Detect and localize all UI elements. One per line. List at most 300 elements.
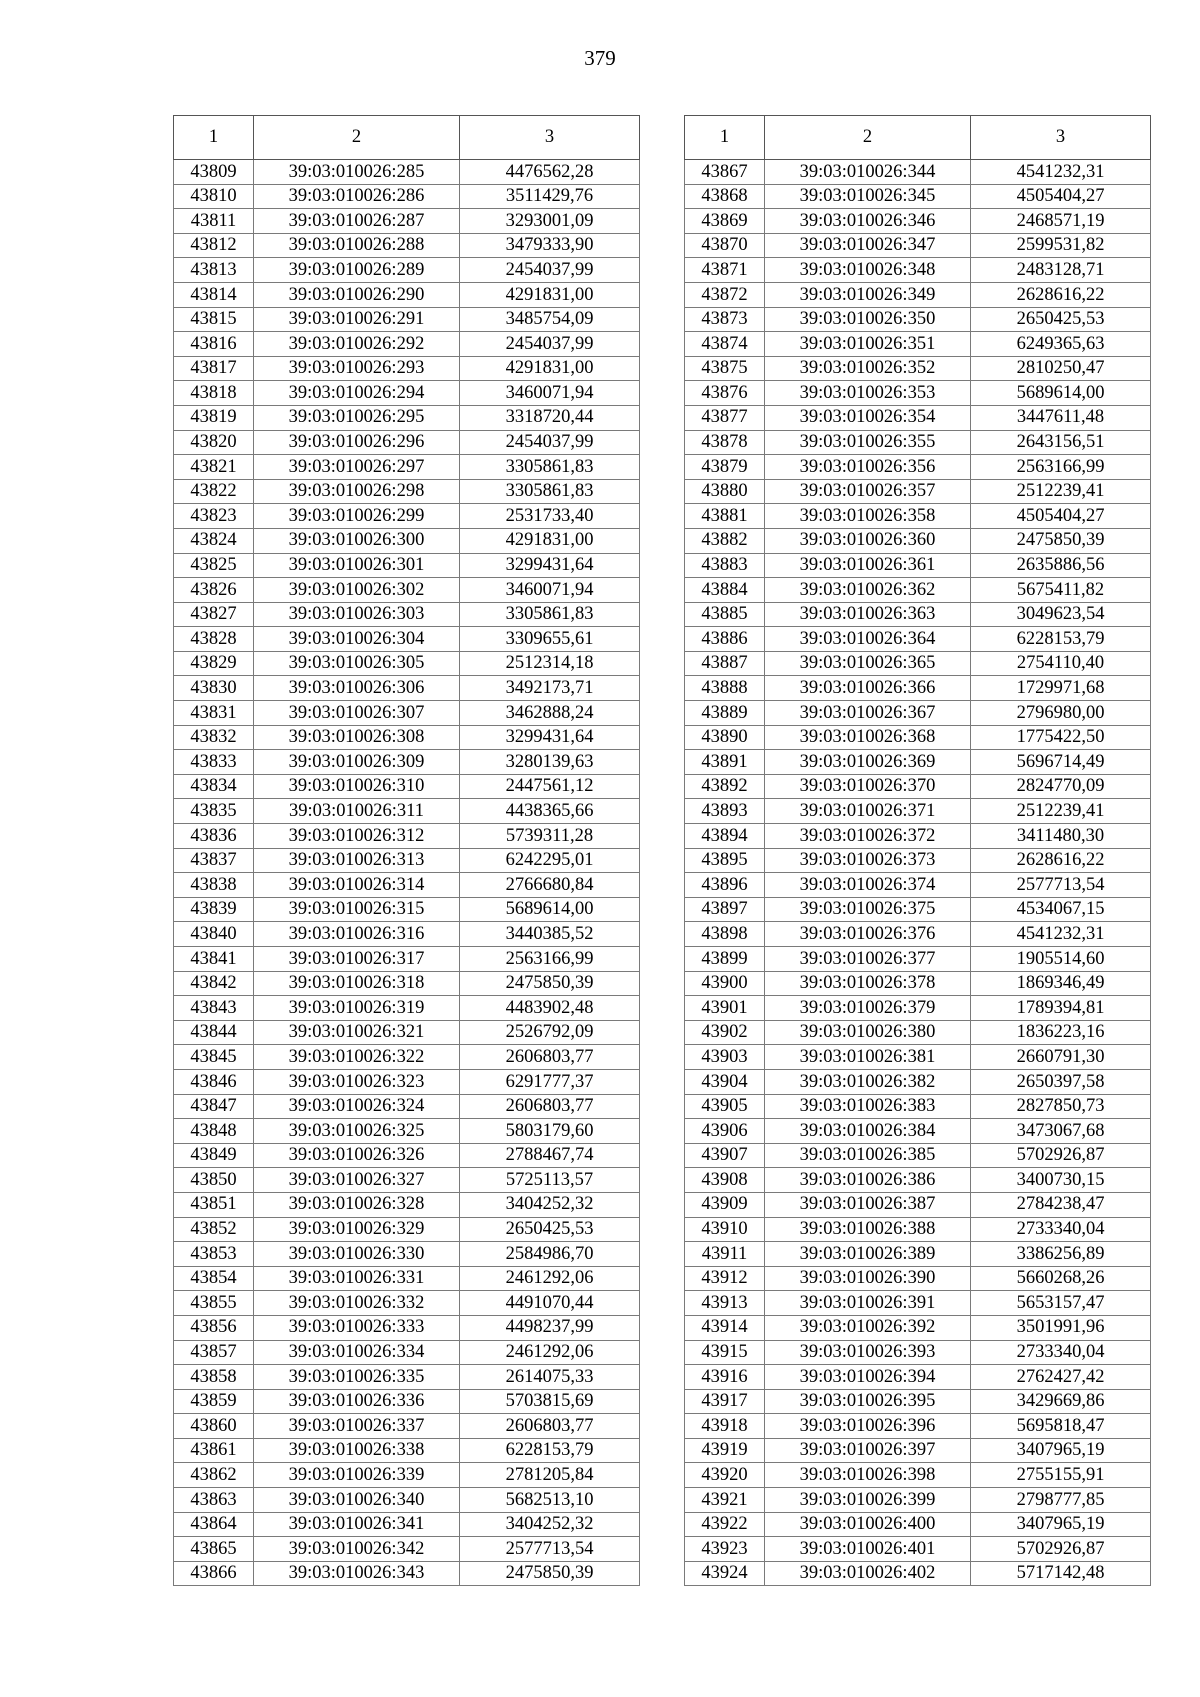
table-row	[685, 1069, 1151, 1094]
row-number-cell: 43896	[685, 873, 765, 898]
table-row	[174, 1340, 640, 1365]
value-cell: 5702926,87	[971, 1537, 1151, 1562]
row-number-cell: 43825	[174, 553, 254, 578]
table-row	[174, 627, 640, 652]
row-number-cell: 43810	[174, 184, 254, 209]
row-number-cell: 43906	[685, 1119, 765, 1144]
value-cell: 3473067,68	[971, 1119, 1151, 1144]
row-number-cell: 43865	[174, 1537, 254, 1562]
row-number-cell: 43871	[685, 258, 765, 283]
table-row	[174, 307, 640, 332]
cadastral-number-cell: 39:03:010026:313	[254, 848, 460, 873]
table-row	[174, 332, 640, 357]
value-cell: 1869346,49	[971, 971, 1151, 996]
row-number-cell: 43921	[685, 1488, 765, 1513]
row-number-cell: 43823	[174, 504, 254, 529]
row-number-cell: 43905	[685, 1094, 765, 1119]
table-row	[685, 282, 1151, 307]
row-number-cell: 43859	[174, 1389, 254, 1414]
value-cell: 5682513,10	[460, 1488, 640, 1513]
row-number-cell: 43835	[174, 799, 254, 824]
header-row	[174, 116, 640, 160]
table-row	[685, 381, 1151, 406]
cadastral-number-cell: 39:03:010026:361	[765, 553, 971, 578]
value-cell: 3460071,94	[460, 381, 640, 406]
table-row	[174, 1242, 640, 1267]
table-row	[174, 1463, 640, 1488]
row-number-cell: 43828	[174, 627, 254, 652]
cadastral-number-cell: 39:03:010026:374	[765, 873, 971, 898]
value-cell: 2475850,39	[971, 528, 1151, 553]
cadastral-number-cell: 39:03:010026:381	[765, 1045, 971, 1070]
row-number-cell: 43852	[174, 1217, 254, 1242]
row-number-cell: 43854	[174, 1266, 254, 1291]
cadastral-number-cell: 39:03:010026:305	[254, 651, 460, 676]
table-row	[174, 356, 640, 381]
table-row	[174, 873, 640, 898]
data-table-left	[173, 115, 640, 1586]
table-row	[685, 897, 1151, 922]
value-cell: 6228153,79	[460, 1438, 640, 1463]
cadastral-number-cell: 39:03:010026:365	[765, 651, 971, 676]
cadastral-number-cell: 39:03:010026:304	[254, 627, 460, 652]
value-cell: 5803179,60	[460, 1119, 640, 1144]
value-cell: 2784238,47	[971, 1192, 1151, 1217]
value-cell: 2483128,71	[971, 258, 1151, 283]
row-number-cell: 43853	[174, 1242, 254, 1267]
value-cell: 2810250,47	[971, 356, 1151, 381]
value-cell: 2461292,06	[460, 1340, 640, 1365]
row-number-cell: 43827	[174, 602, 254, 627]
value-cell: 5739311,28	[460, 824, 640, 849]
row-number-cell: 43818	[174, 381, 254, 406]
cadastral-number-cell: 39:03:010026:325	[254, 1119, 460, 1144]
row-number-cell: 43879	[685, 455, 765, 480]
table-row	[685, 184, 1151, 209]
cadastral-number-cell: 39:03:010026:299	[254, 504, 460, 529]
table-row	[685, 750, 1151, 775]
table-row	[174, 947, 640, 972]
value-cell: 3479333,90	[460, 233, 640, 258]
row-number-cell: 43866	[174, 1561, 254, 1586]
table-row	[174, 1512, 640, 1537]
cadastral-number-cell: 39:03:010026:306	[254, 676, 460, 701]
cadastral-number-cell: 39:03:010026:354	[765, 405, 971, 430]
table-row	[685, 971, 1151, 996]
row-number-cell: 43863	[174, 1488, 254, 1513]
row-number-cell: 43898	[685, 922, 765, 947]
value-cell: 2827850,73	[971, 1094, 1151, 1119]
table-row	[685, 701, 1151, 726]
cadastral-number-cell: 39:03:010026:329	[254, 1217, 460, 1242]
column-header-3: 3	[460, 116, 640, 160]
table-row	[685, 356, 1151, 381]
value-cell: 6249365,63	[971, 332, 1151, 357]
table-row	[685, 1119, 1151, 1144]
cadastral-number-cell: 39:03:010026:296	[254, 430, 460, 455]
cadastral-number-cell: 39:03:010026:401	[765, 1537, 971, 1562]
table-row	[174, 405, 640, 430]
column-header-3: 3	[971, 116, 1151, 160]
cadastral-number-cell: 39:03:010026:352	[765, 356, 971, 381]
value-cell: 2461292,06	[460, 1266, 640, 1291]
row-number-cell: 43824	[174, 528, 254, 553]
table-row	[685, 1537, 1151, 1562]
row-number-cell: 43848	[174, 1119, 254, 1144]
cadastral-number-cell: 39:03:010026:357	[765, 479, 971, 504]
row-number-cell: 43922	[685, 1512, 765, 1537]
value-cell: 3440385,52	[460, 922, 640, 947]
table-row	[685, 1094, 1151, 1119]
row-number-cell: 43907	[685, 1143, 765, 1168]
table-row	[174, 209, 640, 234]
cadastral-number-cell: 39:03:010026:337	[254, 1414, 460, 1439]
cadastral-number-cell: 39:03:010026:362	[765, 578, 971, 603]
value-cell: 2606803,77	[460, 1094, 640, 1119]
row-number-cell: 43878	[685, 430, 765, 455]
table-row	[685, 578, 1151, 603]
value-cell: 6242295,01	[460, 848, 640, 873]
cadastral-number-cell: 39:03:010026:339	[254, 1463, 460, 1488]
cadastral-number-cell: 39:03:010026:351	[765, 332, 971, 357]
row-number-cell: 43867	[685, 160, 765, 185]
cadastral-number-cell: 39:03:010026:316	[254, 922, 460, 947]
row-number-cell: 43913	[685, 1291, 765, 1316]
table-row	[174, 799, 640, 824]
table-row	[685, 553, 1151, 578]
row-number-cell: 43815	[174, 307, 254, 332]
cadastral-number-cell: 39:03:010026:349	[765, 282, 971, 307]
cadastral-number-cell: 39:03:010026:342	[254, 1537, 460, 1562]
cadastral-number-cell: 39:03:010026:373	[765, 848, 971, 873]
cadastral-number-cell: 39:03:010026:379	[765, 996, 971, 1021]
value-cell: 5689614,00	[460, 897, 640, 922]
value-cell: 3407965,19	[971, 1512, 1151, 1537]
table-row	[174, 1094, 640, 1119]
value-cell: 3280139,63	[460, 750, 640, 775]
row-number-cell: 43843	[174, 996, 254, 1021]
cadastral-number-cell: 39:03:010026:327	[254, 1168, 460, 1193]
cadastral-number-cell: 39:03:010026:303	[254, 602, 460, 627]
table-row	[174, 651, 640, 676]
cadastral-number-cell: 39:03:010026:291	[254, 307, 460, 332]
table-row	[685, 774, 1151, 799]
table-row	[685, 479, 1151, 504]
row-number-cell: 43880	[685, 479, 765, 504]
cadastral-number-cell: 39:03:010026:389	[765, 1242, 971, 1267]
row-number-cell: 43842	[174, 971, 254, 996]
cadastral-number-cell: 39:03:010026:331	[254, 1266, 460, 1291]
cadastral-number-cell: 39:03:010026:375	[765, 897, 971, 922]
table-row	[174, 1389, 640, 1414]
value-cell: 2584986,70	[460, 1242, 640, 1267]
value-cell: 3511429,76	[460, 184, 640, 209]
table-row	[685, 725, 1151, 750]
value-cell: 3462888,24	[460, 701, 640, 726]
table-row	[174, 676, 640, 701]
value-cell: 2650425,53	[971, 307, 1151, 332]
cadastral-number-cell: 39:03:010026:294	[254, 381, 460, 406]
row-number-cell: 43862	[174, 1463, 254, 1488]
row-number-cell: 43845	[174, 1045, 254, 1070]
row-number-cell: 43847	[174, 1094, 254, 1119]
value-cell: 2796980,00	[971, 701, 1151, 726]
table-row	[685, 1192, 1151, 1217]
cadastral-number-cell: 39:03:010026:353	[765, 381, 971, 406]
row-number-cell: 43873	[685, 307, 765, 332]
table-row	[685, 1389, 1151, 1414]
cadastral-number-cell: 39:03:010026:399	[765, 1488, 971, 1513]
value-cell: 4498237,99	[460, 1315, 640, 1340]
value-cell: 2650397,58	[971, 1069, 1151, 1094]
cadastral-number-cell: 39:03:010026:292	[254, 332, 460, 357]
value-cell: 3492173,71	[460, 676, 640, 701]
value-cell: 4291831,00	[460, 528, 640, 553]
value-cell: 3407965,19	[971, 1438, 1151, 1463]
row-number-cell: 43914	[685, 1315, 765, 1340]
cadastral-number-cell: 39:03:010026:383	[765, 1094, 971, 1119]
table-header	[685, 116, 1151, 160]
value-cell: 2475850,39	[460, 971, 640, 996]
row-number-cell: 43902	[685, 1020, 765, 1045]
cadastral-number-cell: 39:03:010026:372	[765, 824, 971, 849]
row-number-cell: 43899	[685, 947, 765, 972]
row-number-cell: 43841	[174, 947, 254, 972]
row-number-cell: 43846	[174, 1069, 254, 1094]
cadastral-number-cell: 39:03:010026:310	[254, 774, 460, 799]
table-row	[685, 1414, 1151, 1439]
row-number-cell: 43920	[685, 1463, 765, 1488]
table-row	[685, 405, 1151, 430]
value-cell: 5675411,82	[971, 578, 1151, 603]
table-row	[174, 479, 640, 504]
row-number-cell: 43886	[685, 627, 765, 652]
cadastral-number-cell: 39:03:010026:322	[254, 1045, 460, 1070]
cadastral-number-cell: 39:03:010026:288	[254, 233, 460, 258]
cadastral-number-cell: 39:03:010026:378	[765, 971, 971, 996]
cadastral-number-cell: 39:03:010026:335	[254, 1365, 460, 1390]
table-row	[685, 676, 1151, 701]
row-number-cell: 43872	[685, 282, 765, 307]
cadastral-number-cell: 39:03:010026:317	[254, 947, 460, 972]
row-number-cell: 43840	[174, 922, 254, 947]
cadastral-number-cell: 39:03:010026:286	[254, 184, 460, 209]
row-number-cell: 43887	[685, 651, 765, 676]
table-row	[685, 1291, 1151, 1316]
table-row	[685, 873, 1151, 898]
row-number-cell: 43877	[685, 405, 765, 430]
table-row	[685, 160, 1151, 185]
cadastral-number-cell: 39:03:010026:350	[765, 307, 971, 332]
row-number-cell: 43864	[174, 1512, 254, 1537]
table-row	[174, 1192, 640, 1217]
cadastral-number-cell: 39:03:010026:319	[254, 996, 460, 1021]
value-cell: 2563166,99	[460, 947, 640, 972]
table-row	[685, 1463, 1151, 1488]
table-row	[685, 1340, 1151, 1365]
table-row	[174, 258, 640, 283]
cadastral-number-cell: 39:03:010026:371	[765, 799, 971, 824]
row-number-cell: 43855	[174, 1291, 254, 1316]
cadastral-number-cell: 39:03:010026:301	[254, 553, 460, 578]
value-cell: 2475850,39	[460, 1561, 640, 1586]
cadastral-number-cell: 39:03:010026:360	[765, 528, 971, 553]
table-row	[174, 897, 640, 922]
value-cell: 3049623,54	[971, 602, 1151, 627]
cadastral-number-cell: 39:03:010026:289	[254, 258, 460, 283]
value-cell: 3404252,32	[460, 1192, 640, 1217]
value-cell: 2468571,19	[971, 209, 1151, 234]
row-number-cell: 43861	[174, 1438, 254, 1463]
table-row	[174, 282, 640, 307]
table-header	[174, 116, 640, 160]
cadastral-number-cell: 39:03:010026:297	[254, 455, 460, 480]
value-cell: 1729971,68	[971, 676, 1151, 701]
value-cell: 2512314,18	[460, 651, 640, 676]
value-cell: 2454037,99	[460, 430, 640, 455]
cadastral-number-cell: 39:03:010026:285	[254, 160, 460, 185]
table-row	[174, 553, 640, 578]
row-number-cell: 43816	[174, 332, 254, 357]
cadastral-number-cell: 39:03:010026:397	[765, 1438, 971, 1463]
table-row	[174, 971, 640, 996]
cadastral-number-cell: 39:03:010026:309	[254, 750, 460, 775]
row-number-cell: 43812	[174, 233, 254, 258]
cadastral-number-cell: 39:03:010026:396	[765, 1414, 971, 1439]
value-cell: 4291831,00	[460, 282, 640, 307]
value-cell: 2650425,53	[460, 1217, 640, 1242]
value-cell: 2563166,99	[971, 455, 1151, 480]
cadastral-number-cell: 39:03:010026:295	[254, 405, 460, 430]
value-cell: 4491070,44	[460, 1291, 640, 1316]
cadastral-number-cell: 39:03:010026:376	[765, 922, 971, 947]
header-row	[685, 116, 1151, 160]
cadastral-number-cell: 39:03:010026:392	[765, 1315, 971, 1340]
cadastral-number-cell: 39:03:010026:344	[765, 160, 971, 185]
value-cell: 4291831,00	[460, 356, 640, 381]
value-cell: 5695818,47	[971, 1414, 1151, 1439]
value-cell: 4541232,31	[971, 160, 1151, 185]
cadastral-number-cell: 39:03:010026:398	[765, 1463, 971, 1488]
row-number-cell: 43909	[685, 1192, 765, 1217]
cadastral-number-cell: 39:03:010026:336	[254, 1389, 460, 1414]
table-row	[174, 1561, 640, 1586]
row-number-cell: 43876	[685, 381, 765, 406]
row-number-cell: 43814	[174, 282, 254, 307]
row-number-cell: 43890	[685, 725, 765, 750]
value-cell: 2798777,85	[971, 1488, 1151, 1513]
row-number-cell: 43903	[685, 1045, 765, 1070]
table-body	[174, 160, 640, 1586]
row-number-cell: 43822	[174, 479, 254, 504]
value-cell: 2660791,30	[971, 1045, 1151, 1070]
value-cell: 3404252,32	[460, 1512, 640, 1537]
value-cell: 2824770,09	[971, 774, 1151, 799]
cadastral-number-cell: 39:03:010026:298	[254, 479, 460, 504]
table-row	[685, 1488, 1151, 1513]
table-body	[685, 160, 1151, 1586]
value-cell: 5689614,00	[971, 381, 1151, 406]
cadastral-number-cell: 39:03:010026:321	[254, 1020, 460, 1045]
cadastral-number-cell: 39:03:010026:358	[765, 504, 971, 529]
value-cell: 3485754,09	[460, 307, 640, 332]
value-cell: 4505404,27	[971, 184, 1151, 209]
cadastral-number-cell: 39:03:010026:393	[765, 1340, 971, 1365]
value-cell: 2599531,82	[971, 233, 1151, 258]
cadastral-number-cell: 39:03:010026:287	[254, 209, 460, 234]
value-cell: 2447561,12	[460, 774, 640, 799]
row-number-cell: 43870	[685, 233, 765, 258]
cadastral-number-cell: 39:03:010026:388	[765, 1217, 971, 1242]
table-row	[685, 602, 1151, 627]
row-number-cell: 43883	[685, 553, 765, 578]
table-row	[685, 1217, 1151, 1242]
cadastral-number-cell: 39:03:010026:315	[254, 897, 460, 922]
row-number-cell: 43868	[685, 184, 765, 209]
cadastral-number-cell: 39:03:010026:338	[254, 1438, 460, 1463]
table-row	[174, 504, 640, 529]
value-cell: 2526792,09	[460, 1020, 640, 1045]
row-number-cell: 43900	[685, 971, 765, 996]
table-row	[174, 1020, 640, 1045]
row-number-cell: 43833	[174, 750, 254, 775]
cadastral-number-cell: 39:03:010026:363	[765, 602, 971, 627]
cadastral-number-cell: 39:03:010026:348	[765, 258, 971, 283]
table-row	[685, 258, 1151, 283]
table-row	[174, 750, 640, 775]
value-cell: 2606803,77	[460, 1045, 640, 1070]
value-cell: 1789394,81	[971, 996, 1151, 1021]
table-row	[174, 1291, 640, 1316]
row-number-cell: 43811	[174, 209, 254, 234]
row-number-cell: 43829	[174, 651, 254, 676]
table-row	[174, 1365, 640, 1390]
value-cell: 2577713,54	[460, 1537, 640, 1562]
value-cell: 3309655,61	[460, 627, 640, 652]
value-cell: 2781205,84	[460, 1463, 640, 1488]
row-number-cell: 43830	[174, 676, 254, 701]
table-row	[685, 307, 1151, 332]
row-number-cell: 43826	[174, 578, 254, 603]
cadastral-number-cell: 39:03:010026:326	[254, 1143, 460, 1168]
cadastral-number-cell: 39:03:010026:395	[765, 1389, 971, 1414]
value-cell: 5660268,26	[971, 1266, 1151, 1291]
row-number-cell: 43874	[685, 332, 765, 357]
cadastral-number-cell: 39:03:010026:307	[254, 701, 460, 726]
value-cell: 1775422,50	[971, 725, 1151, 750]
cadastral-number-cell: 39:03:010026:345	[765, 184, 971, 209]
cadastral-number-cell: 39:03:010026:356	[765, 455, 971, 480]
value-cell: 3447611,48	[971, 405, 1151, 430]
table-row	[685, 947, 1151, 972]
value-cell: 2512239,41	[971, 479, 1151, 504]
value-cell: 2754110,40	[971, 651, 1151, 676]
table-row	[685, 1242, 1151, 1267]
row-number-cell: 43813	[174, 258, 254, 283]
cadastral-number-cell: 39:03:010026:312	[254, 824, 460, 849]
table-row	[685, 1266, 1151, 1291]
table-row	[685, 233, 1151, 258]
table-row	[174, 430, 640, 455]
cadastral-number-cell: 39:03:010026:318	[254, 971, 460, 996]
cadastral-number-cell: 39:03:010026:334	[254, 1340, 460, 1365]
row-number-cell: 43809	[174, 160, 254, 185]
value-cell: 3429669,86	[971, 1389, 1151, 1414]
cadastral-number-cell: 39:03:010026:311	[254, 799, 460, 824]
row-number-cell: 43851	[174, 1192, 254, 1217]
table-row	[174, 1315, 640, 1340]
value-cell: 5702926,87	[971, 1143, 1151, 1168]
